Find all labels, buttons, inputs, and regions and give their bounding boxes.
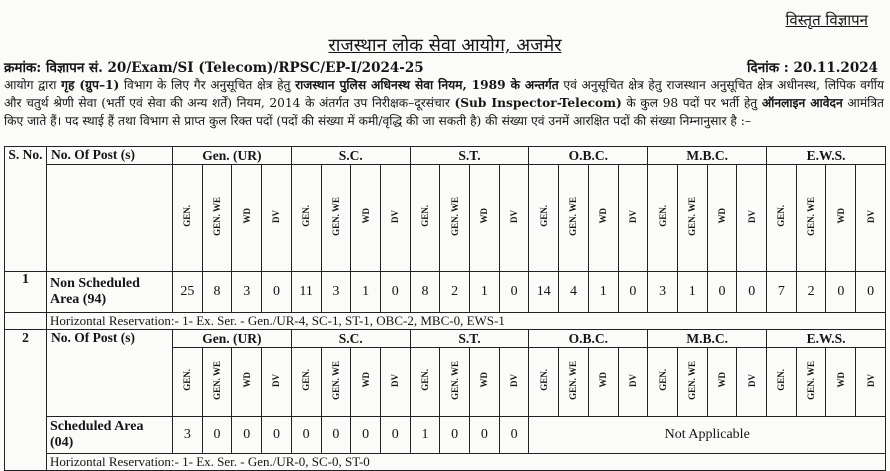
sno-header: S. No.	[5, 147, 47, 272]
subcolumn-header: GEN.	[410, 348, 440, 417]
subcolumn-header: GEN.	[291, 348, 321, 417]
post-count-cell: 0	[499, 272, 529, 313]
row-sno: 1	[5, 272, 47, 313]
row-sno-blank	[5, 313, 47, 330]
category-header: E.W.S.	[767, 330, 886, 348]
subcolumn-header: WD	[588, 165, 618, 272]
advertisement-type: विस्तृत विज्ञापन	[785, 11, 868, 29]
post-count-cell: 0	[262, 272, 292, 313]
not-applicable-cell: Not Applicable	[529, 417, 886, 454]
subcolumn-header: GEN. WE	[440, 165, 470, 272]
post-header-blank	[47, 165, 173, 272]
area-name: Scheduled Area (04)	[47, 417, 173, 454]
post-count-cell: 0	[826, 272, 856, 313]
post-count-cell: 0	[202, 417, 232, 454]
post-count-cell: 0	[440, 417, 470, 454]
horizontal-reservation: Horizontal Reservation:- 1- Ex. Ser. - Gen./UR-0, SC-0, ST-0	[47, 454, 886, 471]
subcolumn-header: GEN.	[173, 348, 203, 417]
ref-label: क्रमांक:	[4, 60, 42, 76]
post-count-cell: 2	[796, 272, 826, 313]
subcolumn-header: GEN.	[648, 165, 678, 272]
subcolumn-header: DV	[856, 348, 886, 417]
subcolumn-header: GEN. WE	[677, 348, 707, 417]
subcolumn-header: WD	[707, 165, 737, 272]
post-count-cell: 4	[559, 272, 589, 313]
post-count-cell: 1	[470, 272, 500, 313]
post-count-cell: 3	[232, 272, 262, 313]
subcolumn-header: GEN.	[291, 165, 321, 272]
subcolumn-header: DV	[737, 348, 767, 417]
subcolumn-header: WD	[470, 165, 500, 272]
category-header: S.T.	[410, 330, 529, 348]
post-count-cell: 0	[291, 417, 321, 454]
post-count-cell: 1	[677, 272, 707, 313]
subcolumn-header: GEN.	[648, 348, 678, 417]
vacancy-table	[4, 146, 886, 471]
post-count-cell: 1	[588, 272, 618, 313]
category-header: E.W.S.	[767, 147, 886, 165]
category-header: S.T.	[410, 147, 529, 165]
post-count-cell: 0	[262, 417, 292, 454]
post-count-cell: 3	[648, 272, 678, 313]
subcolumn-header: DV	[618, 165, 648, 272]
subcolumn-header: WD	[470, 348, 500, 417]
subcolumn-header: WD	[232, 165, 262, 272]
subcolumn-header: WD	[351, 348, 381, 417]
subcolumn-header: DV	[380, 165, 410, 272]
subcolumn-header: DV	[499, 165, 529, 272]
subcolumn-header: WD	[707, 348, 737, 417]
post-header: No. Of Post (s)	[47, 330, 173, 417]
subcolumn-header: WD	[826, 165, 856, 272]
category-header: S.C.	[291, 147, 410, 165]
category-header: M.B.C.	[648, 147, 767, 165]
subcolumn-header: GEN. WE	[202, 348, 232, 417]
subcolumn-header: DV	[380, 348, 410, 417]
subcolumn-header: DV	[618, 348, 648, 417]
post-header: No. Of Post (s)	[47, 147, 173, 165]
subcolumn-header: GEN. WE	[796, 348, 826, 417]
post-count-cell: 3	[321, 272, 351, 313]
post-count-cell: 0	[737, 272, 767, 313]
horizontal-reservation: Horizontal Reservation:- 1- Ex. Ser. - Gen./UR-4, SC-1, ST-1, OBC-2, MBC-0, EWS-1	[47, 313, 886, 330]
post-count-cell: 0	[321, 417, 351, 454]
subcolumn-header: WD	[826, 348, 856, 417]
subcolumn-header: GEN.	[410, 165, 440, 272]
subcolumn-header: GEN. WE	[677, 165, 707, 272]
post-count-cell: 0	[380, 417, 410, 454]
subcolumn-header: GEN. WE	[321, 348, 351, 417]
post-count-cell: 2	[440, 272, 470, 313]
category-header: O.B.C.	[529, 147, 648, 165]
subcolumn-header: WD	[588, 348, 618, 417]
category-header: Gen. (UR)	[173, 147, 292, 165]
post-count-cell: 14	[529, 272, 559, 313]
subcolumn-header: GEN.	[529, 348, 559, 417]
reference-number	[4, 58, 424, 76]
post-count-cell: 25	[173, 272, 203, 313]
subcolumn-header: GEN. WE	[559, 348, 589, 417]
post-count-cell: 0	[856, 272, 886, 313]
subcolumn-header: GEN.	[767, 348, 797, 417]
category-header: M.B.C.	[648, 330, 767, 348]
post-count-cell: 3	[173, 417, 203, 454]
row-sno: 2	[5, 330, 47, 471]
post-count-cell: 11	[291, 272, 321, 313]
subcolumn-header: GEN.	[173, 165, 203, 272]
category-header: O.B.C.	[529, 330, 648, 348]
post-count-cell: 0	[351, 417, 381, 454]
subcolumn-header: WD	[232, 348, 262, 417]
ref-text: विज्ञापन सं. 20/Exam/SI (Telecom)/RPSC/EP-I/2024-25	[46, 60, 424, 76]
subcolumn-header: DV	[262, 348, 292, 417]
subcolumn-header: DV	[499, 348, 529, 417]
post-count-cell: 0	[380, 272, 410, 313]
category-header: Gen. (UR)	[173, 330, 292, 348]
post-count-cell: 1	[410, 417, 440, 454]
post-count-cell: 1	[351, 272, 381, 313]
subcolumn-header: GEN. WE	[321, 165, 351, 272]
post-count-cell: 0	[618, 272, 648, 313]
commission-title: राजस्थान लोक सेवा आयोग, अजमेर	[328, 35, 562, 56]
post-count-cell: 8	[202, 272, 232, 313]
subcolumn-header: DV	[262, 165, 292, 272]
post-count-cell: 8	[410, 272, 440, 313]
intro-paragraph: आयोग द्वारा गृह (ग्रुप–1) विभाग के लिए गैर अनुसूचित क्षेत्र हेतु राजस्थान पुलिस अधिनस्थ सेवा नियम, 1989 के अन्तर्गत एवं अनुसूचित क्षेत्र हेतु राजस्थान अनुसूचित क्षेत्र अधीनस्थ, लिपिक वर्गीय और चतुर्थ श्रेणी सेवा (भर्ती एवं सेवा की अन्य शर्तें) नियम, 2014 के अंतर्गत उप निरीक्षक–दूरसंचार (Sub Inspector-Telecom) के कुल 98 पदों पर भर्ती हेतु ऑनलाइन आवेदन आमंत्रित किए जाते हैं। पद स्थाई हैं तथा विभाग से प्राप्त कुल रिक्त पदों (पदों की संख्या में कमी/वृद्धि की जा सकती है) की संख्या एवं उनमें आरक्षित पदों की संख्या निम्नानुसार है :–	[4, 78, 885, 128]
area-name: Non Scheduled Area (94)	[47, 272, 173, 313]
subcolumn-header: GEN. WE	[440, 348, 470, 417]
subcolumn-header: GEN. WE	[202, 165, 232, 272]
post-count-cell: 7	[767, 272, 797, 313]
subcolumn-header: GEN. WE	[559, 165, 589, 272]
subcolumn-header: DV	[737, 165, 767, 272]
post-count-cell: 0	[499, 417, 529, 454]
subcolumn-header: GEN.	[767, 165, 797, 272]
advertisement-date: दिनांक : 20.11.2024	[747, 60, 878, 76]
post-count-cell: 0	[470, 417, 500, 454]
subcolumn-header: GEN. WE	[796, 165, 826, 272]
post-count-cell: 0	[232, 417, 262, 454]
subcolumn-header: GEN.	[529, 165, 559, 272]
subcolumn-header: DV	[856, 165, 886, 272]
category-header: S.C.	[291, 330, 410, 348]
post-count-cell: 0	[707, 272, 737, 313]
subcolumn-header: WD	[351, 165, 381, 272]
